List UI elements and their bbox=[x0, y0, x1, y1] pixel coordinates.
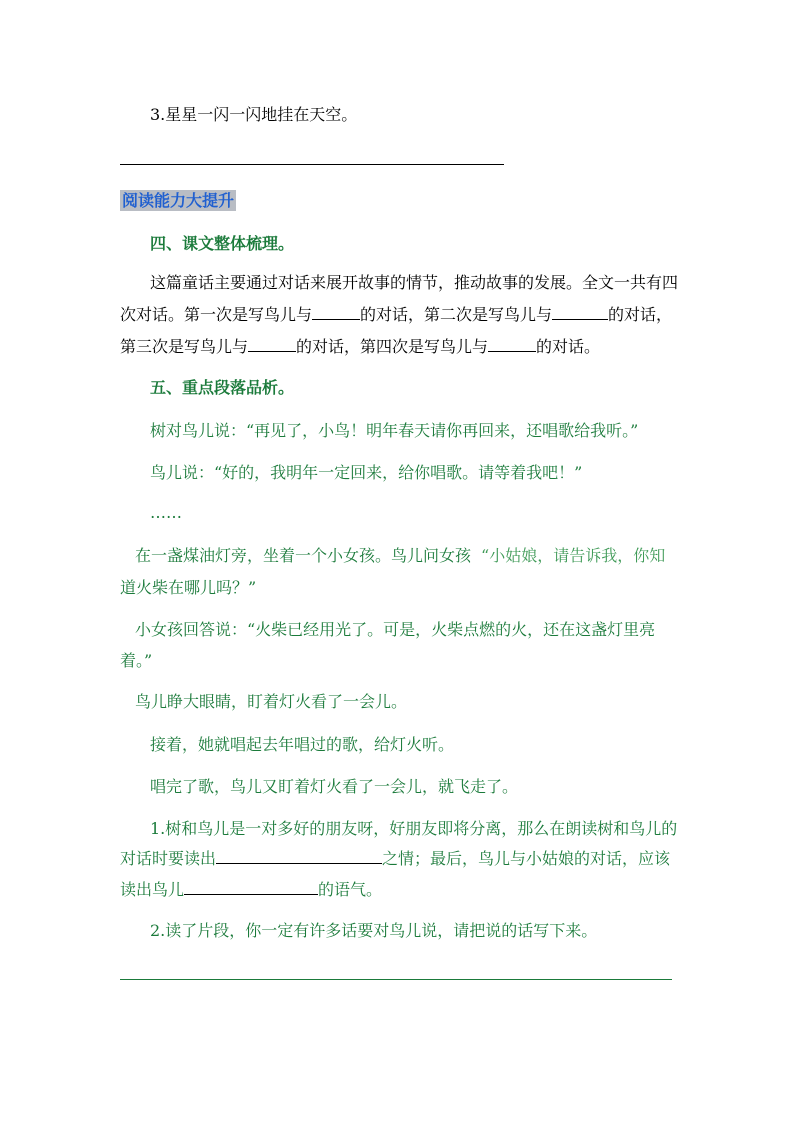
passage-p1: 树对鸟儿说：“再见了，小鸟！明年春天请你再回来，还唱歌给我听。” bbox=[150, 421, 639, 440]
passage-p6: 接着，她就唱起去年唱过的歌，给灯火听。 bbox=[150, 735, 455, 754]
part4-line2-b: 的对话，第二次是写鸟儿与 bbox=[360, 305, 553, 324]
passage-p4-line2: 着。” bbox=[120, 651, 153, 670]
part4-heading: 四、课文整体梳理。 bbox=[150, 234, 295, 253]
part4-line3-c: 的对话。 bbox=[536, 337, 601, 356]
passage-p3-line2: 道火柴在哪儿吗？” bbox=[120, 578, 257, 597]
blank-dialogue-3[interactable] bbox=[248, 337, 296, 352]
blank-dialogue-4[interactable] bbox=[488, 337, 536, 352]
part5-heading: 五、重点段落品析。 bbox=[150, 378, 295, 397]
part4-line2-c: 的对话， bbox=[608, 305, 673, 324]
passage-ellipsis: …… bbox=[150, 503, 182, 522]
section-badge-text: 阅读能力大提升 bbox=[122, 191, 235, 210]
question-5-2: 2.读了片段，你一定有许多话要对鸟儿说，请把说的话写下来。 bbox=[150, 921, 598, 940]
part4-line2 bbox=[120, 305, 672, 325]
passage-p7: 唱完了歌，鸟儿又盯着灯火看了一会儿，就飞走了。 bbox=[150, 777, 519, 796]
blank-dialogue-1[interactable] bbox=[312, 305, 360, 320]
part4-line3 bbox=[120, 337, 600, 357]
passage-p5: 鸟儿睁大眼睛，盯着灯火看了一会儿。 bbox=[135, 692, 408, 711]
passage-p3-b: “小姑娘，请告诉我，你知 bbox=[481, 546, 666, 565]
answer-line-q3 bbox=[120, 164, 504, 165]
passage-p3-a: 在一盏煤油灯旁，坐着一个小女孩。鸟儿问女孩 bbox=[135, 546, 472, 565]
blank-emotion[interactable] bbox=[216, 849, 382, 864]
part4-line3-a: 第三次是写鸟儿与 bbox=[120, 337, 249, 356]
passage-p2: 鸟儿说：“好的，我明年一定回来，给你唱歌。请等着我吧！” bbox=[150, 463, 583, 482]
blank-dialogue-2[interactable] bbox=[552, 305, 608, 320]
question-5-1-line3 bbox=[120, 880, 382, 900]
question-5-1-line2 bbox=[120, 849, 670, 869]
q1-line3-b: 的语气。 bbox=[318, 880, 383, 899]
question-3: 3.星星一闪一闪地挂在天空。 bbox=[150, 105, 358, 124]
q1-line3-a: 读出鸟儿 bbox=[120, 880, 185, 899]
part4-line1: 这篇童话主要通过对话来展开故事的情节，推动故事的发展。全文一共有四 bbox=[150, 273, 679, 292]
q1-line2-a: 对话时要读出 bbox=[120, 849, 217, 868]
q1-line2-b: 之情；最后，鸟儿与小姑娘的对话，应该 bbox=[382, 849, 671, 868]
passage-p3-line1 bbox=[135, 546, 665, 566]
passage-p4-line1: 小女孩回答说：“火柴已经用光了。可是，火柴点燃的火，还在这盏灯里亮 bbox=[135, 620, 656, 639]
answer-line-q5-2[interactable] bbox=[120, 979, 672, 980]
section-badge bbox=[120, 191, 236, 211]
blank-tone[interactable] bbox=[184, 880, 318, 895]
question-5-1-line1: 1.树和鸟儿是一对多好的朋友呀，好朋友即将分离，那么在朗读树和鸟儿的 bbox=[150, 819, 678, 838]
part4-line3-b: 的对话，第四次是写鸟儿与 bbox=[296, 337, 489, 356]
part4-line2-a: 次对话。第一次是写鸟儿与 bbox=[120, 305, 313, 324]
